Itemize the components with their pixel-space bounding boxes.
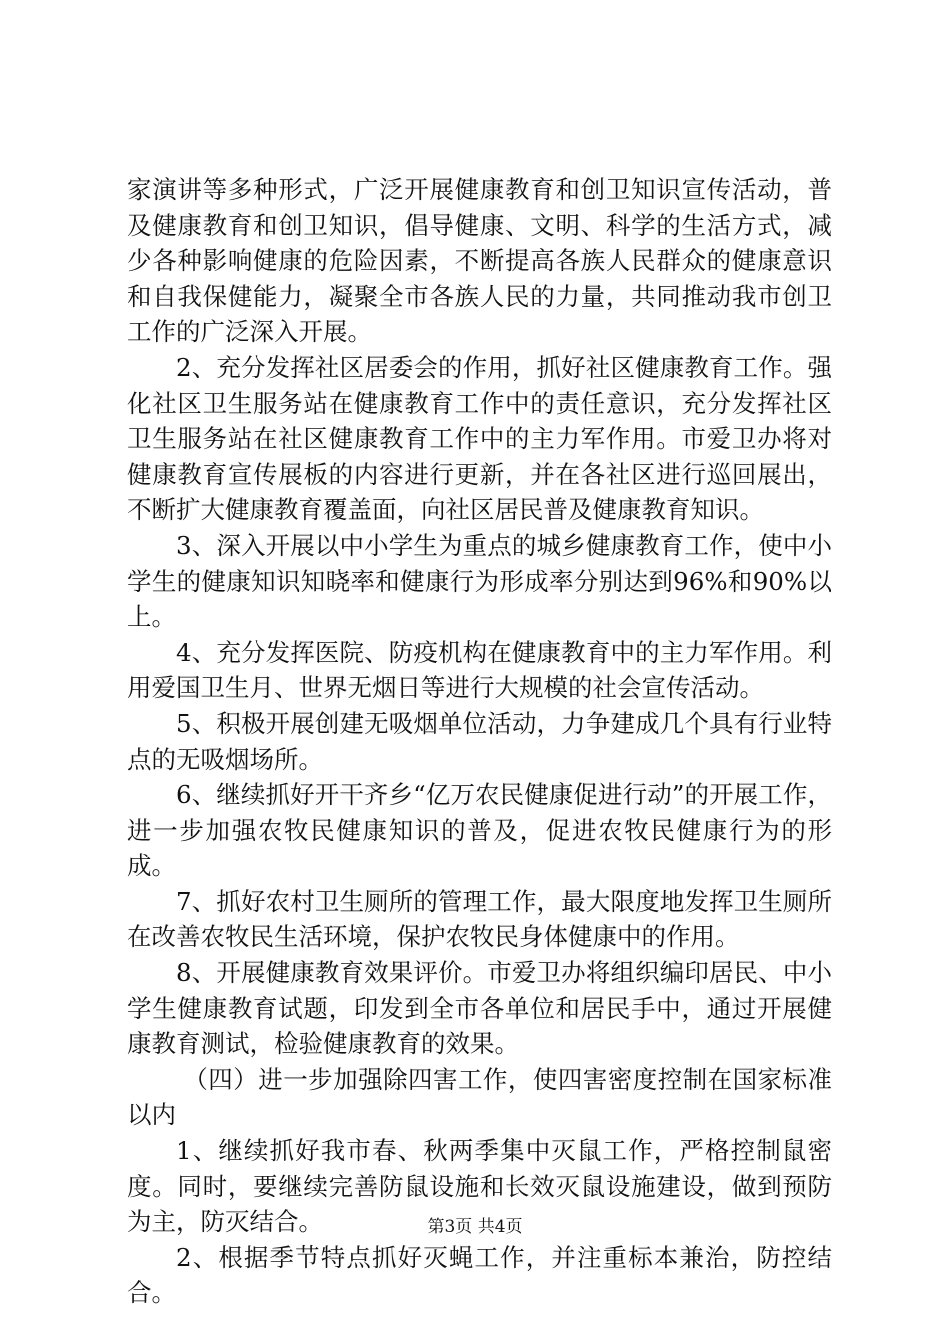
paragraph-subitem-1: 1、继续抓好我市春、秋两季集中灭鼠工作，严格控制鼠密度。同时，要继续完善防鼠设施和长效灭鼠设施建设，做到预防为主，防灭结合。 bbox=[127, 1136, 832, 1237]
paragraph-continuation: 家演讲等多种形式，广泛开展健康教育和创卫知识宣传活动，普及健康教育和创卫知识，倡导健康、文明、科学的生活方式，减少各种影响健康的危险因素，不断提高各族人民群众的健康意识和自我保健能力，凝聚全市各族人民的力量，共同推动我市创卫工作的广泛深入开展。 bbox=[127, 175, 832, 347]
paragraph-item-4: 4、充分发挥医院、防疫机构在健康教育中的主力军作用。利用爱国卫生月、世界无烟日等进行大规模的社会宣传活动。 bbox=[127, 637, 832, 703]
paragraph-subitem-2: 2、根据季节特点抓好灭蝇工作，并注重标本兼治，防控结合。 bbox=[127, 1242, 832, 1308]
paragraph-item-3: 3、深入开展以中小学生为重点的城乡健康教育工作，使中小学生的健康知识知晓率和健康行为形成率分别达到96%和90%以上。 bbox=[127, 530, 832, 632]
paragraph-item-5: 5、积极开展创建无吸烟单位活动，力争建成几个具有行业特点的无吸烟场所。 bbox=[127, 708, 832, 774]
document-body bbox=[127, 172, 832, 1311]
paragraph-item-8: 8、开展健康教育效果评价。市爱卫办将组织编印居民、中小学生健康教育试题，印发到全市各单位和居民手中，通过开展健康教育测试，检验健康教育的效果。 bbox=[127, 958, 832, 1059]
paragraph-item-7: 7、抓好农村卫生厕所的管理工作，最大限度地发挥卫生厕所在改善农牧民生活环境，保护农牧民身体健康中的作用。 bbox=[127, 886, 832, 952]
paragraph-item-2: 2、充分发挥社区居委会的作用，抓好社区健康教育工作。强化社区卫生服务站在健康教育工作中的责任意识，充分发挥社区卫生服务站在社区健康教育工作中的主力军作用。市爱卫办将对健康教育宣传展板的内容进行更新，并在各社区进行巡回展出，不断扩大健康教育覆盖面，向社区居民普及健康教育知识。 bbox=[127, 352, 832, 525]
paragraph-item-6: 6、继续抓好开干齐乡“亿万农民健康促进行动”的开展工作，进一步加强农牧民健康知识的普及，促进农牧民健康行为的形成。 bbox=[127, 780, 832, 881]
page-number-footer: 第3页 共4页 bbox=[427, 1217, 523, 1237]
section-heading-4: （四）进一步加强除四害工作，使四害密度控制在国家标准以内 bbox=[127, 1064, 832, 1130]
